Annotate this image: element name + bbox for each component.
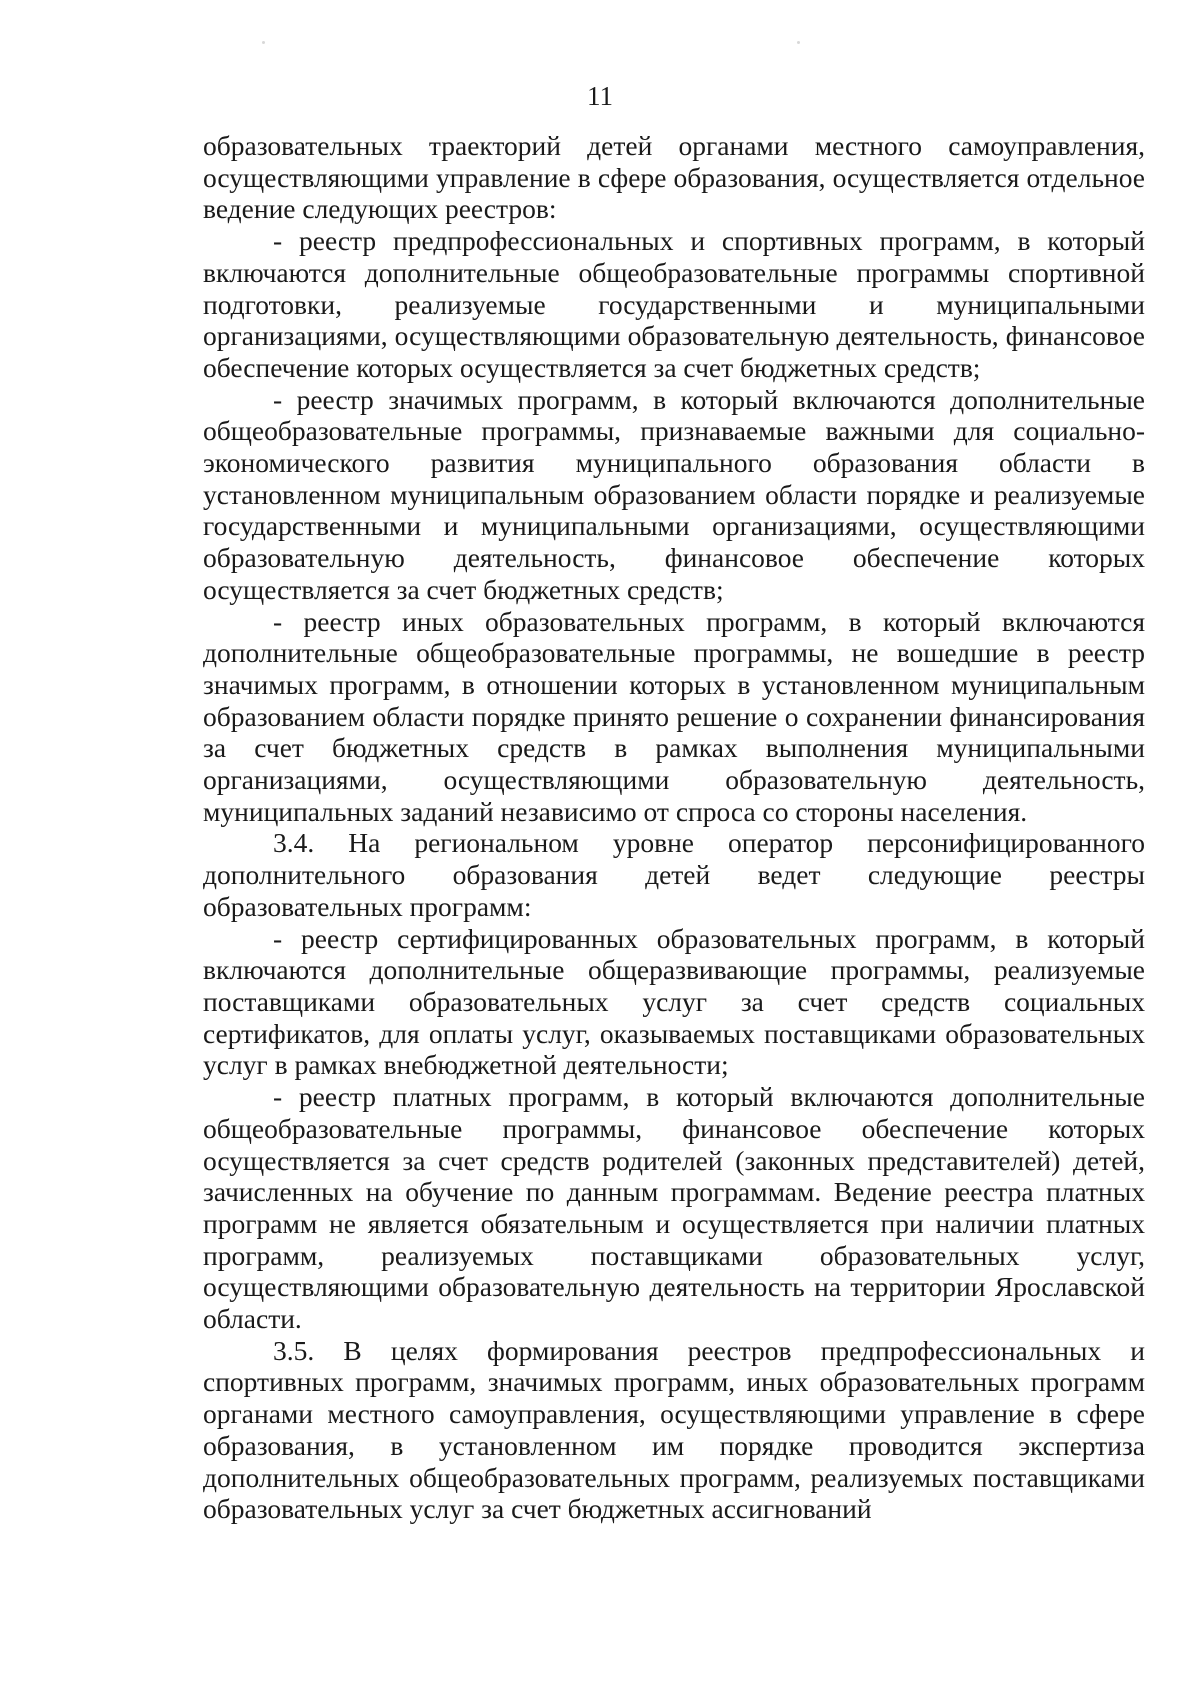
scan-speck <box>262 41 265 44</box>
paragraph-registry-certified: - реестр сертифицированных образовательных программ, в который включаются дополнительные общеразвивающие программы, реализуемые поставщиками образовательных услуг за счет средств социальных сертификатов, для оплаты услуг, оказываемых поставщиками образовательных услуг в рамках внебюджетной деятельности; <box>203 922 1145 1081</box>
document-body <box>203 130 1145 1525</box>
paragraph-registry-significant: - реестр значимых программ, в который включаются дополнительные общеобразовательные программы, признаваемые важными для социально-экономического развития муниципального образования области в установленном муниципальным образованием области порядке и реализуемые государственными и муниципальными организациями, осуществляющими образовательную деятельность, финансовое обеспечение которых осуществляется за счет бюджетных средств; <box>203 383 1145 605</box>
page-number: 11 <box>587 81 613 111</box>
paragraph-registry-preprofessional: - реестр предпрофессиональных и спортивных программ, в который включаются дополнительные общеобразовательные программы спортивной подготовки, реализуемые государственными и муниципальными организациями, осуществляющими образовательную деятельность, финансовое обеспечение которых осуществляется за счет бюджетных средств; <box>203 225 1145 383</box>
paragraph-registry-other: - реестр иных образовательных программ, в который включаются дополнительные общеобразовательные программы, не вошедшие в реестр значимых программ, в отношении которых в установленном муниципальным образованием области порядке принято решение о сохранении финансирования за счет бюджетных средств в рамках выполнения муниципальными организациями, осуществляющими образовательную деятельность, муниципальных заданий независимо от спроса со стороны населения. <box>203 605 1145 827</box>
paragraph-section-3-5: 3.5. В целях формирования реестров предпрофессиональных и спортивных программ, значимых программ, иных образовательных программ органами местного самоуправления, осуществляющими управление в сфере образования, в установленном им порядке проводится экспертиза дополнительных общеобразовательных программ, реализуемых поставщиками образовательных услуг за счет бюджетных ассигнований <box>203 1334 1145 1525</box>
paragraph-registry-paid: - реестр платных программ, в который включаются дополнительные общеобразовательные программы, финансовое обеспечение которых осуществляется за счет средств родителей (законных представителей) детей, зачисленных на обучение по данным программам. Ведение реестра платных программ не является обязательным и осуществляется при наличии платных программ, реализуемых поставщиками образовательных услуг, осуществляющими образовательную деятельность на территории Ярославской области. <box>203 1081 1145 1335</box>
paragraph-continuation: образовательных траекторий детей органами местного самоуправления, осуществляющими управление в сфере образования, осуществляется отдельное ведение следующих реестров: <box>203 130 1145 225</box>
scan-speck <box>797 41 800 44</box>
paragraph-section-3-4: 3.4. На региональном уровне оператор персонифицированного дополнительного образования детей ведет следующие реестры образовательных программ: <box>203 827 1145 922</box>
